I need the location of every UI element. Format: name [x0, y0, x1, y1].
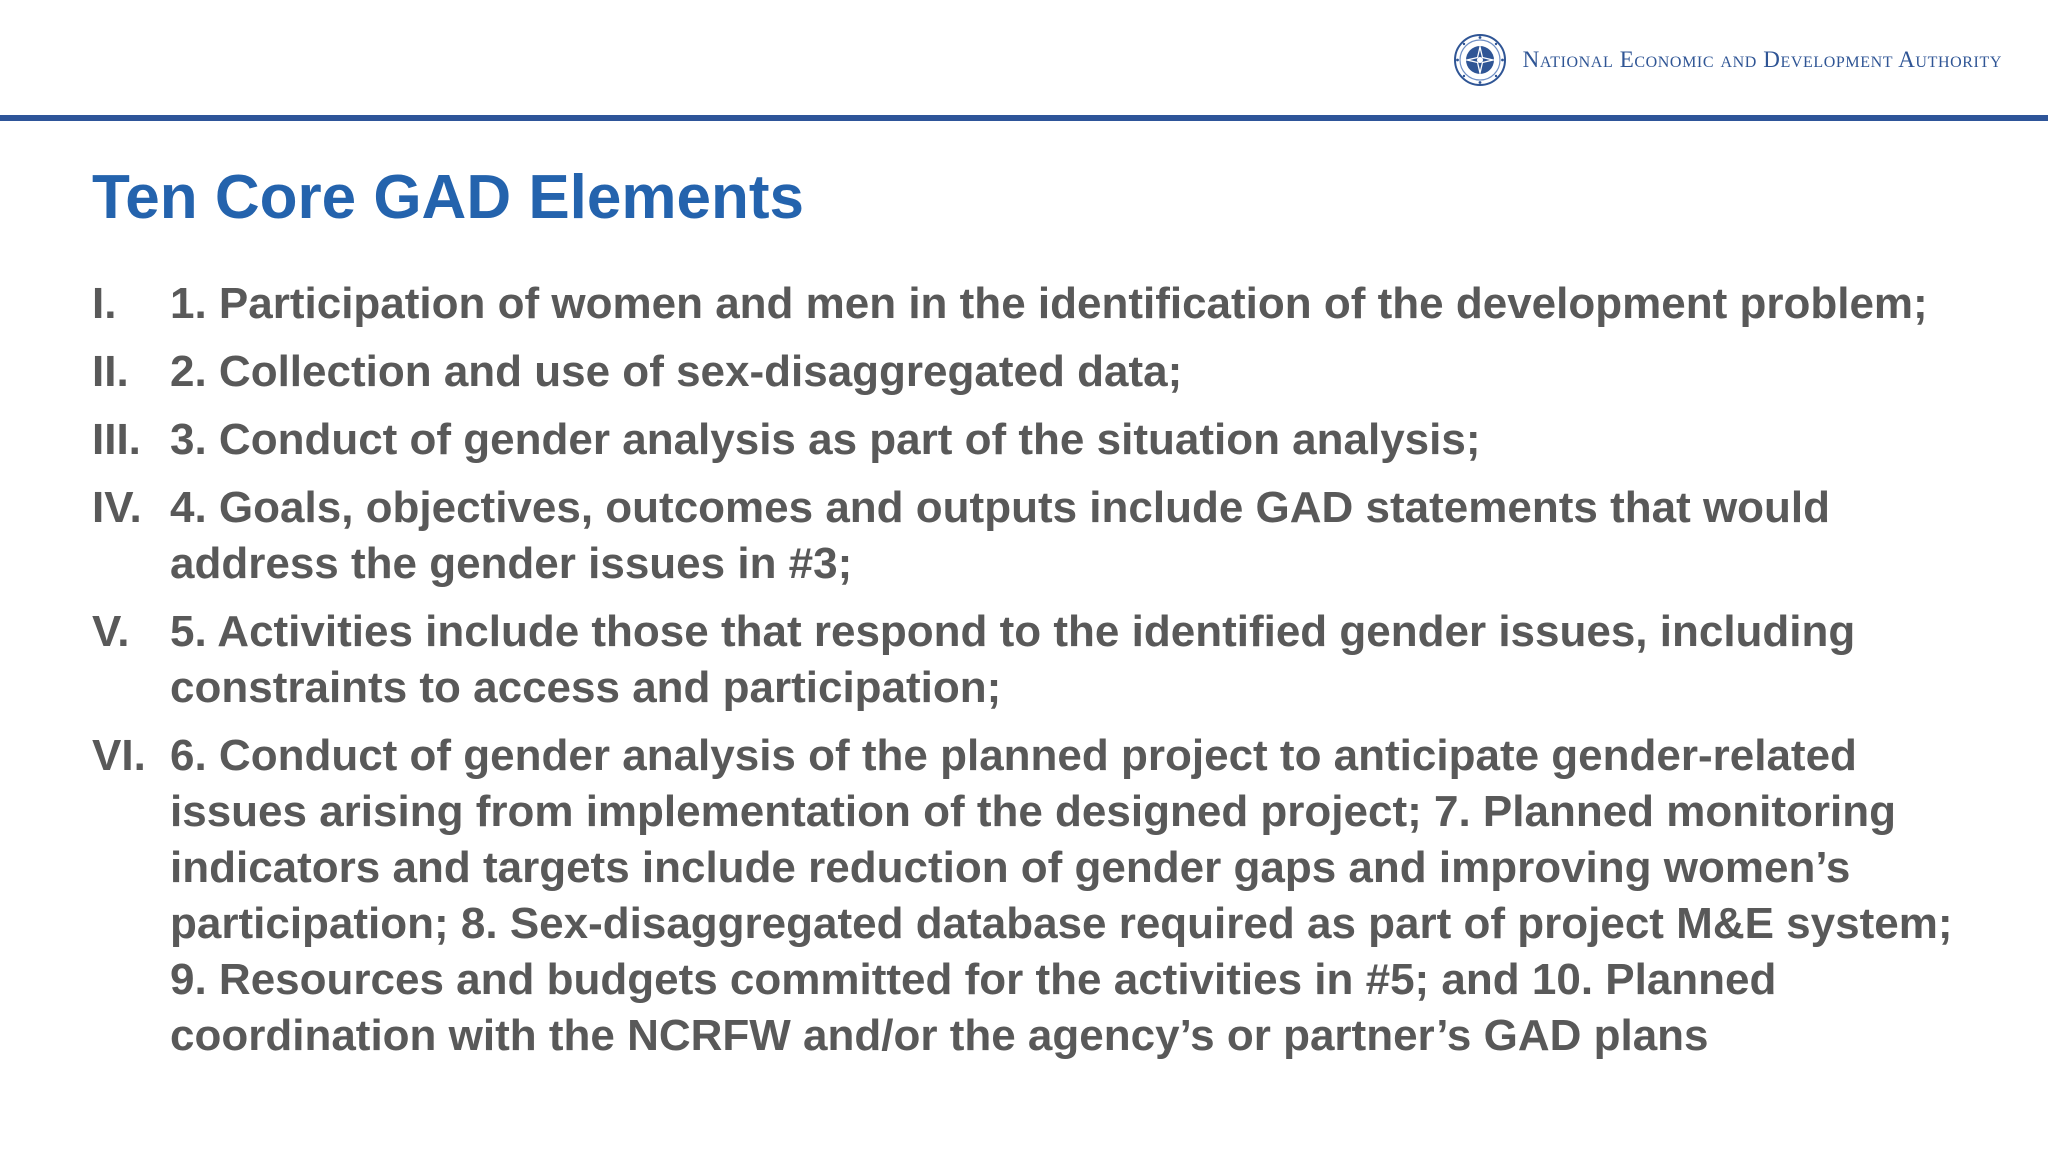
list-item [92, 412, 1992, 468]
list-item-numeral: VI. [92, 731, 146, 780]
list-item-numeral: IV. [92, 483, 142, 532]
list-item-numeral: III. [92, 415, 141, 464]
list-item-text: 6. Conduct of gender analysis of the planned project to anticipate gender-related issues arising from implementation of the designed project; 7. Planned monitoring indicators and targets include reduction of gender gaps and improving women’s participation; 8. Sex-disaggregated database required as part of project M&E system; 9. Resources and budgets committed for the activities in #5; and 10. Planned coordination with the NCRFW and/or the agency’s or partner’s GAD plans [170, 731, 1953, 1060]
list-item-numeral: I. [92, 279, 117, 328]
list-item-text: 2. Collection and use of sex-disaggregated data; [170, 347, 1183, 396]
slide-title: Ten Core GAD Elements [92, 163, 805, 232]
list-item-text: 3. Conduct of gender analysis as part of the situation analysis; [170, 415, 1481, 464]
neda-seal-icon [1453, 33, 1507, 87]
list-item [92, 728, 1992, 1064]
org-name: National Economic and Development Authority [1522, 47, 2002, 72]
slide-header [0, 0, 2048, 118]
header-divider [0, 115, 2048, 121]
list-item [92, 276, 1992, 332]
org-logo [1453, 33, 2002, 87]
list-item-text: 4. Goals, objectives, outcomes and outputs include GAD statements that would address the gender issues in #3; [170, 483, 1831, 588]
list-item [92, 344, 1992, 400]
list-item [92, 480, 1992, 592]
list-item-numeral: V. [92, 607, 130, 656]
list-item [92, 604, 1992, 716]
list-item-numeral: II. [92, 347, 129, 396]
list-item-text: 5. Activities include those that respond to the identified gender issues, including constraints to access and participation; [170, 607, 1856, 712]
list-item-text: 1. Participation of women and men in the identification of the development problem; [170, 279, 1928, 328]
core-elements-list [92, 276, 1992, 1076]
